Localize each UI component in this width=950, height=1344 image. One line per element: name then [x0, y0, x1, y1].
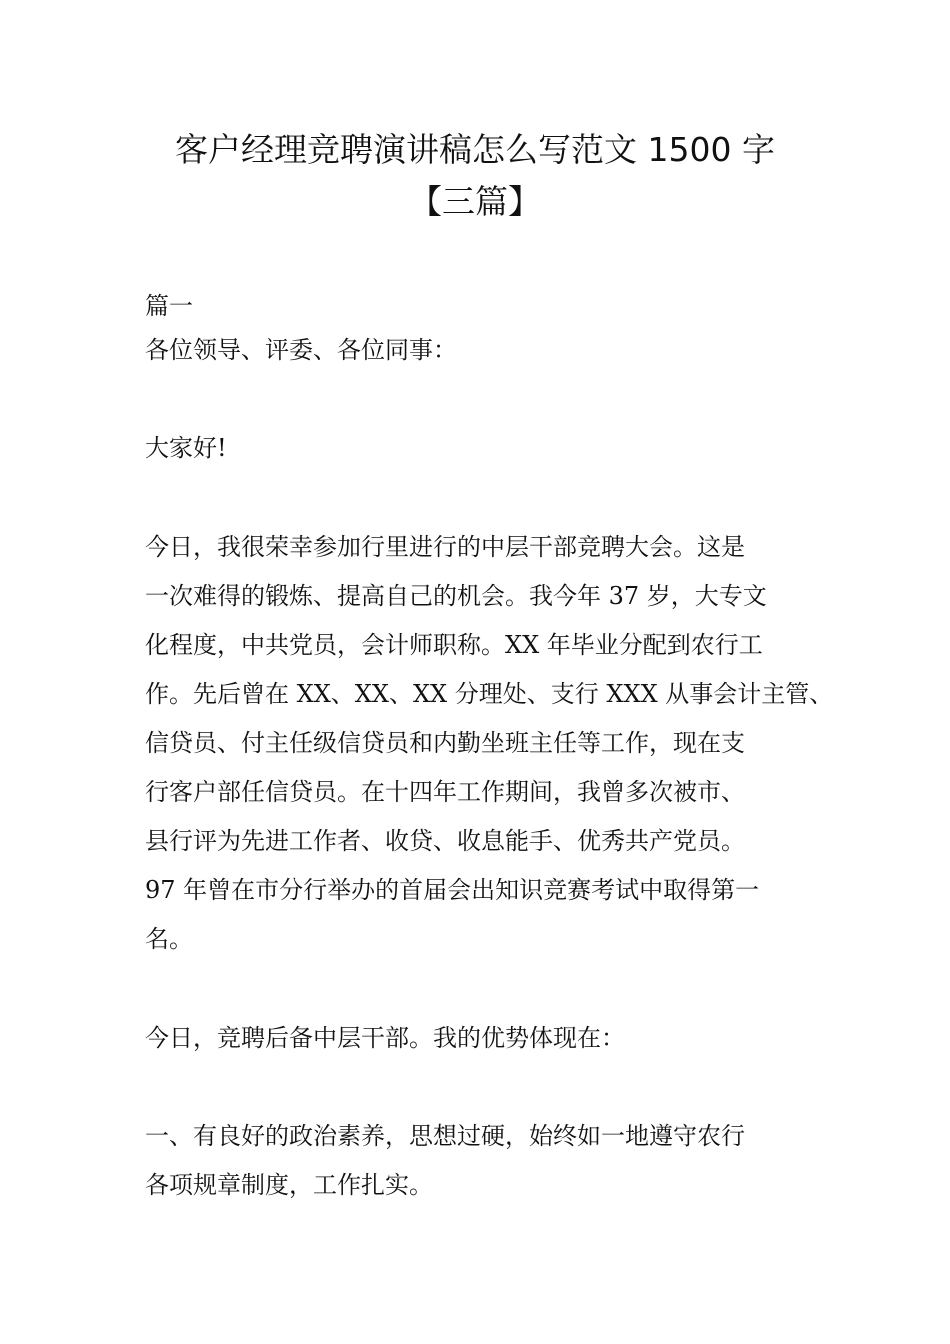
section-label: 篇一	[145, 292, 193, 320]
document-title-line-2: 【三篇】	[409, 182, 541, 221]
paragraph-3	[145, 1112, 835, 1210]
paragraph-line: 一次难得的锻炼、提高自己的机会。我今年 37 岁，大专文	[145, 582, 767, 610]
document-title-line-1: 客户经理竞聘演讲稿怎么写范文 1500 字	[175, 130, 775, 169]
paragraph-line: 县行评为先进工作者、收贷、收息能手、优秀共产党员。	[145, 827, 745, 855]
paragraph-line: 一、有良好的政治素养，思想过硬，始终如一地遵守农行	[145, 1122, 745, 1150]
paragraph-line: 化程度，中共党员，会计师职称。XX 年毕业分配到农行工	[145, 631, 763, 659]
paragraph-line: 各项规章制度，工作扎实。	[145, 1171, 433, 1199]
paragraph-line: 名。	[145, 925, 193, 953]
paragraph-2: 今日，竞聘后备中层干部。我的优势体现在：	[145, 1024, 625, 1052]
paragraph-line: 今日，我很荣幸参加行里进行的中层干部竞聘大会。这是	[145, 533, 745, 561]
paragraph-1	[145, 523, 835, 964]
paragraph-line: 信贷员、付主任级信贷员和内勤坐班主任等工作，现在支	[145, 729, 745, 757]
paragraph-line: 97 年曾在市分行举办的首届会出知识竞赛考试中取得第一	[145, 876, 760, 904]
paragraph-line: 行客户部任信贷员。在十四年工作期间，我曾多次被市、	[145, 778, 745, 806]
salutation: 各位领导、评委、各位同事：	[145, 336, 457, 364]
greeting: 大家好!	[145, 434, 227, 462]
paragraph-line: 作。先后曾在 XX、XX、XX 分理处、支行 XXX 从事会计主管、	[145, 680, 834, 708]
